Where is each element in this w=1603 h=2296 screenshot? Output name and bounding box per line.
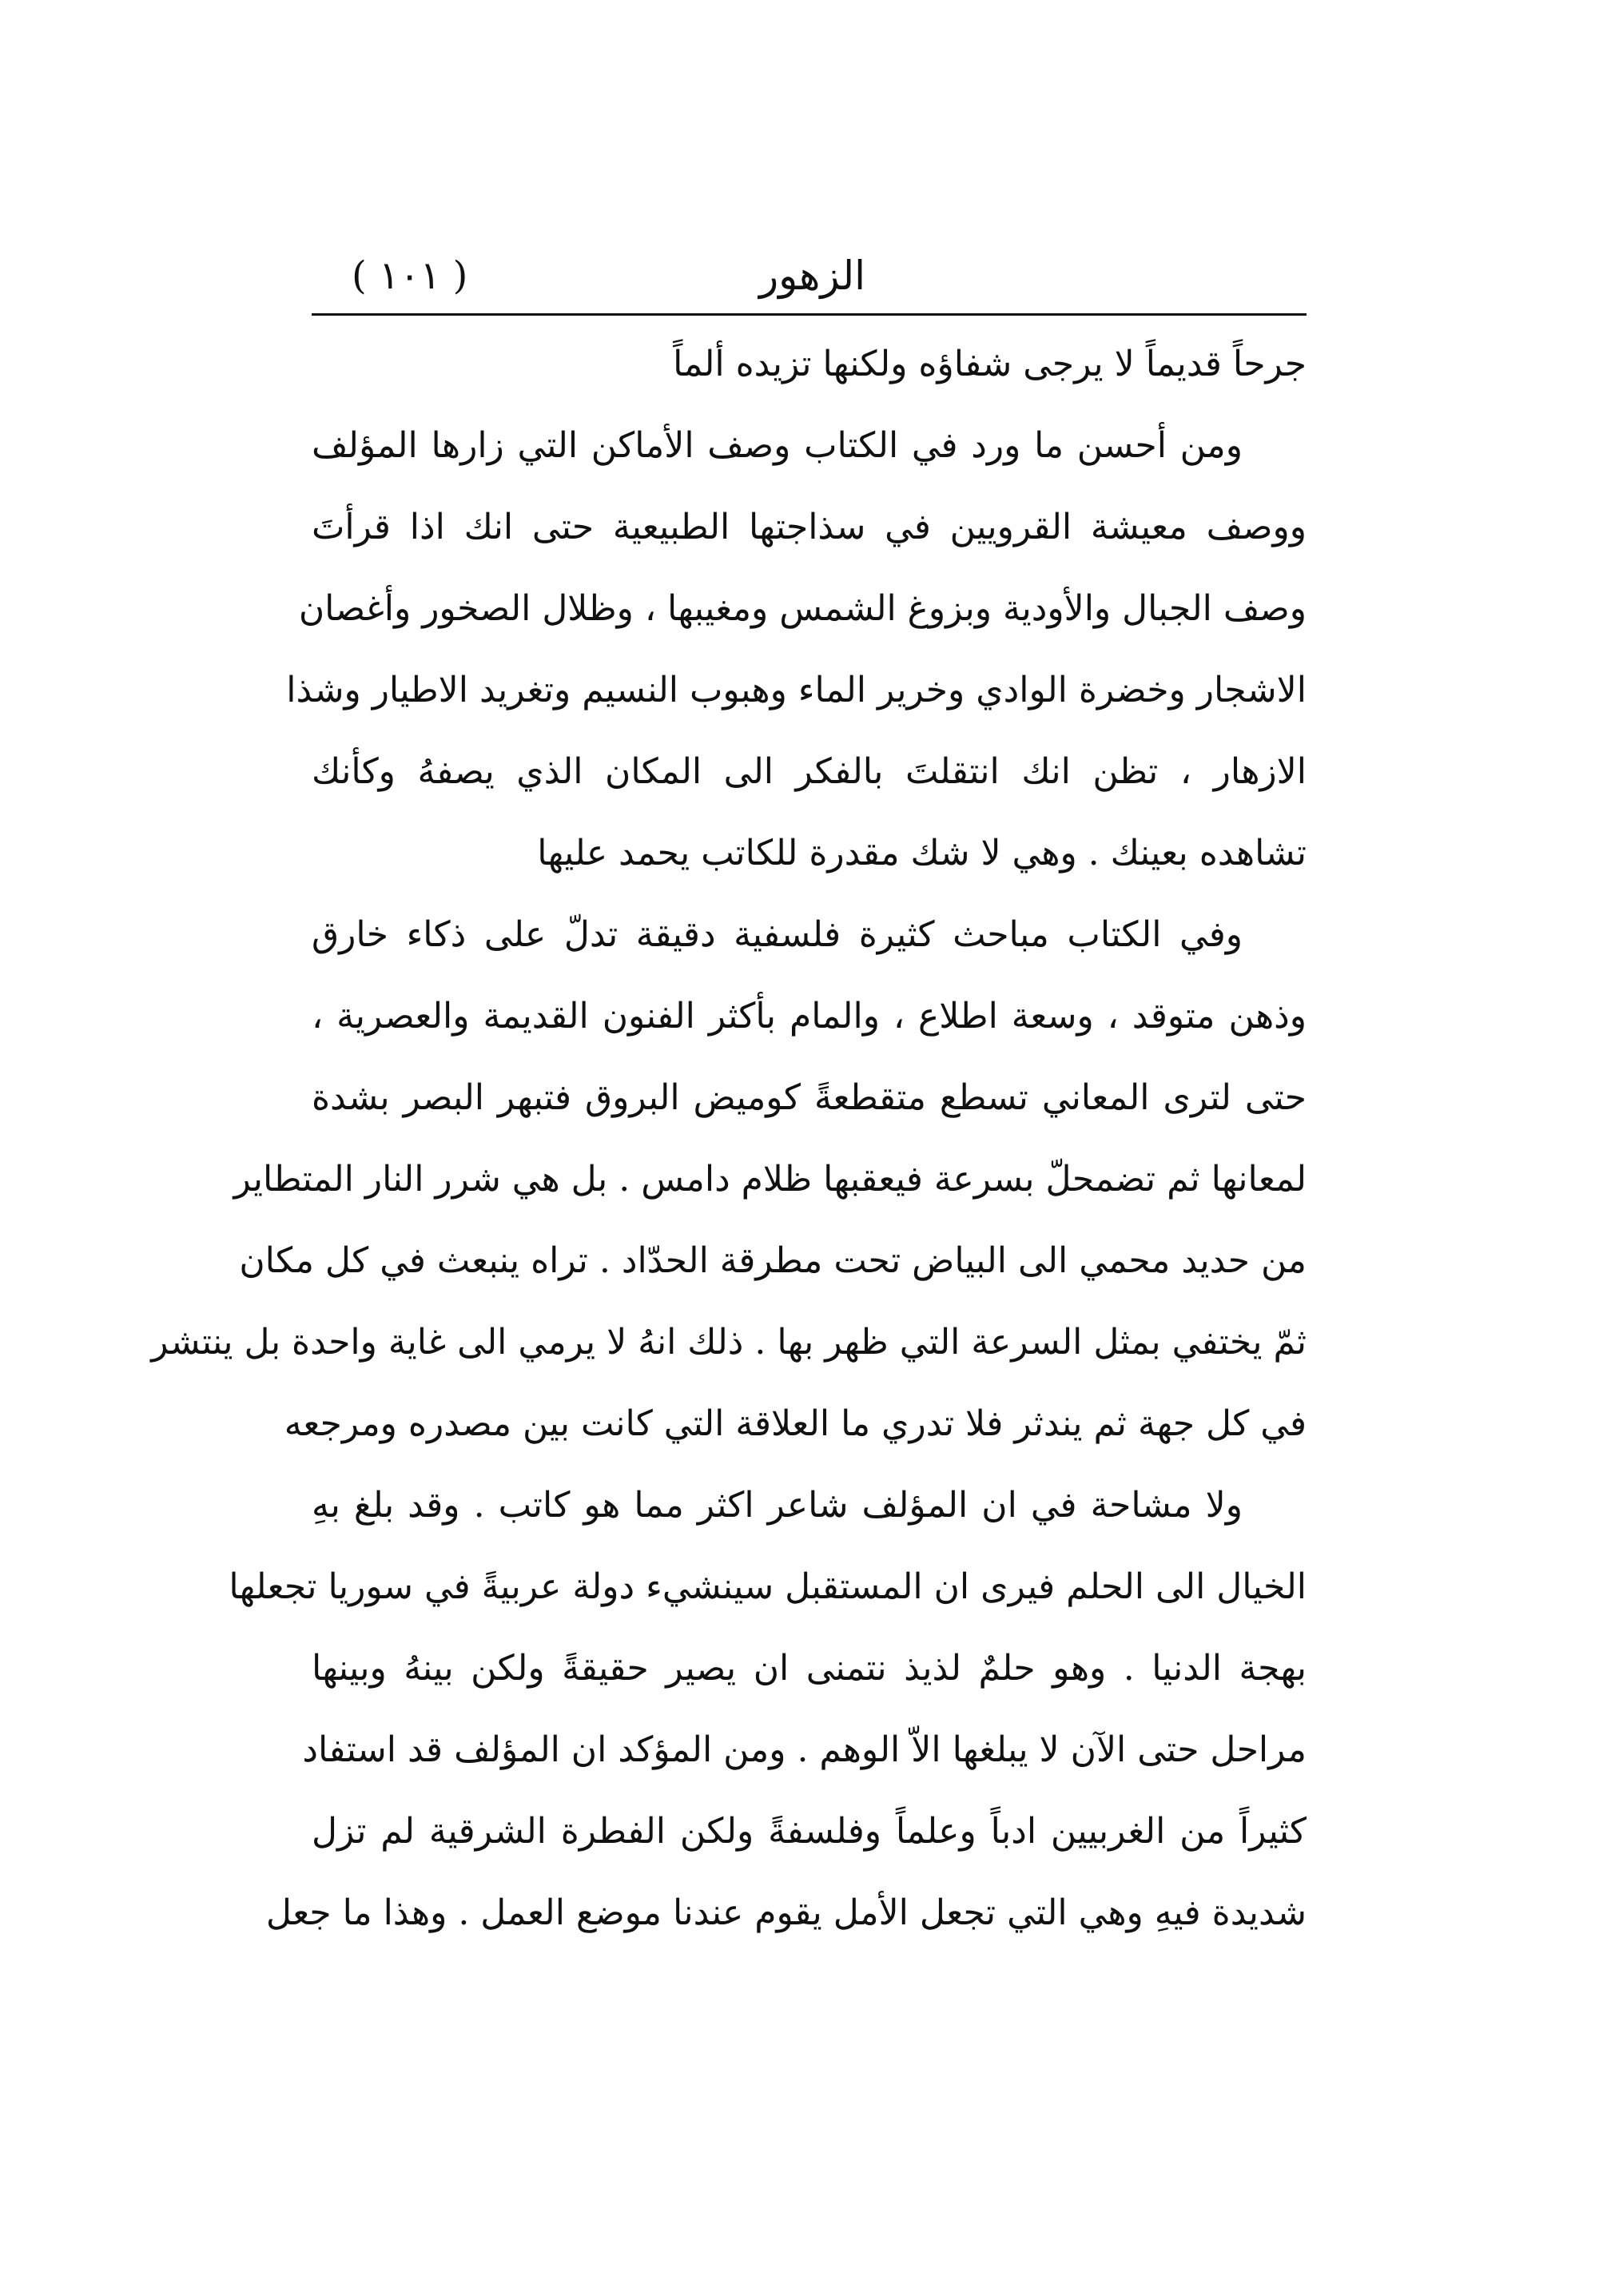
text-line: ثمّ يختفي بمثل السرعة التي ظهر بها . ذلك انهُ لا يرمي الى غاية واحدة بل ينتشر xyxy=(151,1322,1307,1363)
text-line: الاشجار وخضرة الوادي وخرير الماء وهبوب النسيم وتغريد الاطيار وشذا xyxy=(286,670,1307,710)
text-line: كثيراً من الغربيين ادباً وعلماً وفلسفةً ولكن الفطرة الشرقية لم تزل xyxy=(312,1811,1307,1852)
text-line: وذهن متوقد ، وسعة اطلاع ، والمام بأكثر الفنون القديمة والعصرية ، xyxy=(312,996,1307,1037)
page-header xyxy=(312,248,1307,304)
header-rule xyxy=(312,313,1307,316)
text-line: ومن أحسن ما ورد في الكتاب وصف الأماكن التي زارها المؤلف xyxy=(312,425,1243,466)
text-line: الخيال الى الحلم فيرى ان المستقبل سينشيء دولة عربيةً في سوريا تجعلها xyxy=(229,1566,1307,1607)
text-line: ولا مشاحة في ان المؤلف شاعر اكثر مما هو كاتب . وقد بلغ بهِ xyxy=(312,1485,1243,1526)
text-line: ووصف معيشة القرويين في سذاجتها الطبيعية حتى انك اذا قرأتَ xyxy=(312,507,1307,547)
text-line: من حديد محمي الى البياض تحت مطرقة الحدّاد . تراه ينبعث في كل مكان xyxy=(239,1240,1307,1281)
text-line: مراحل حتى الآن لا يبلغها الاّ الوهم . ومن المؤكد ان المؤلف قد استفاد xyxy=(302,1729,1307,1770)
text-line: وفي الكتاب مباحث كثيرة فلسفية دقيقة تدلّ على ذكاء خارق xyxy=(312,914,1243,955)
text-line: حتى لترى المعاني تسطع متقطعةً كوميض البروق فتبهر البصر بشدة xyxy=(312,1077,1307,1118)
text-line: جرحاً قديماً لا يرجى شفاؤه ولكنها تزيده ألماً xyxy=(673,344,1307,384)
text-line: الازهار ، تظن انك انتقلتَ بالفكر الى المكان الذي يصفهُ وكأنك xyxy=(312,751,1307,792)
text-line: وصف الجبال والأودية وبزوغ الشمس ومغيبها ، وظلال الصخور وأغصان xyxy=(298,588,1307,629)
page-number: ( ١٠١ ) xyxy=(352,253,468,298)
text-line: شديدة فيهِ وهي التي تجعل الأمل يقوم عندنا موضع العمل . وهذا ما جعل xyxy=(265,1892,1307,1933)
text-line: بهجة الدنيا . وهو حلمٌ لذيذ نتمنى ان يصير حقيقةً ولكن بينهُ وبينها xyxy=(312,1648,1307,1689)
body-text xyxy=(151,324,1307,1954)
text-line: في كل جهة ثم يندثر فلا تدري ما العلاقة التي كانت بين مصدره ومرجعه xyxy=(284,1403,1307,1444)
text-line: لمعانها ثم تضمحلّ بسرعة فيعقبها ظلام دامس . بل هي شرر النار المتطاير xyxy=(233,1159,1307,1200)
text-line: تشاهده بعينك . وهي لا شك مقدرة للكاتب يحمد عليها xyxy=(537,833,1307,873)
running-title: الزهور xyxy=(759,253,866,299)
